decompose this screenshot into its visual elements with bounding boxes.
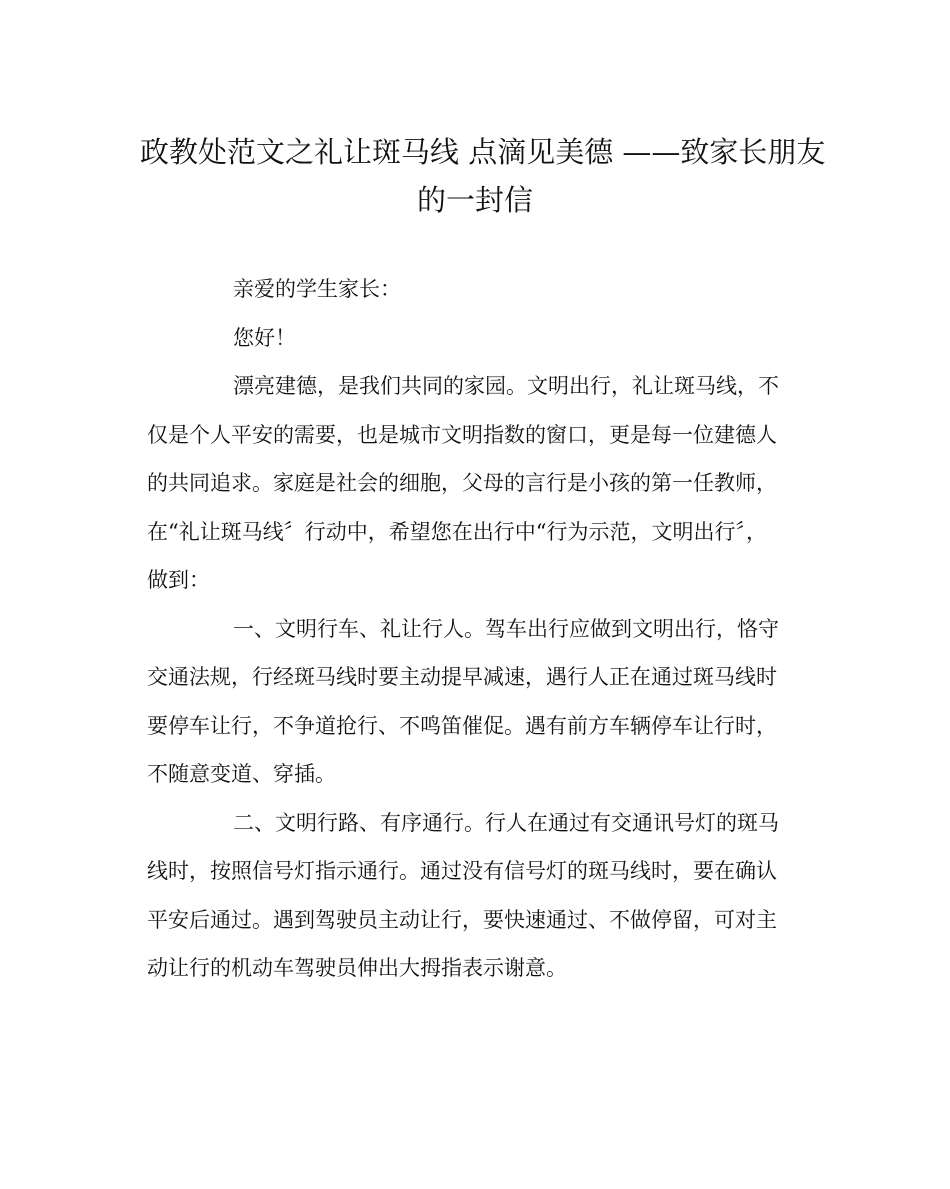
paragraph-line: 在“礼让斑马线〞行动中，希望您在出行中“行为示范，文明出行〞， <box>147 519 767 544</box>
paragraph-line: 仅是个人平安的需要，也是城市文明指数的窗口，更是每一位建德人 <box>147 422 777 447</box>
paragraph-intro <box>147 362 807 605</box>
paragraph-line: 一、文明行车、礼让行人。驾车出行应做到文明出行，恪守 <box>233 616 779 641</box>
paragraph-line: 的共同追求。家庭是社会的细胞，父母的言行是小孩的第一任教师， <box>147 471 777 495</box>
paragraph-driving <box>147 605 807 799</box>
paragraph-line: 不随意变道、穿插。 <box>147 762 336 786</box>
document-title <box>140 128 826 224</box>
salutation: 您好！ <box>233 325 296 350</box>
paragraph-line: 动让行的机动车驾驶员伸出大拇指表示谢意。 <box>147 956 567 980</box>
paragraph-line: 平安后通过。遇到驾驶员主动让行，要快速通过、不做停留，可对主 <box>147 907 777 932</box>
title-line-2: 的一封信 <box>416 183 533 217</box>
letter-body <box>147 265 807 993</box>
paragraph-line: 二、文明行路、有序通行。行人在通过有交通讯号灯的斑马 <box>233 810 779 835</box>
paragraph-walking <box>147 799 807 993</box>
greeting: 亲爱的学生家长： <box>233 277 401 301</box>
title-line-1: 政教处范文之礼让斑马线 点滴见美德 ——致家长朋友 <box>140 135 826 169</box>
paragraph-line: 漂亮建德，是我们共同的家园。文明出行，礼让斑马线，不 <box>233 374 779 398</box>
paragraph-line: 要停车让行，不争道抢行、不鸣笛催促。遇有前方车辆停车让行时， <box>147 713 777 738</box>
paragraph-line: 线时，按照信号灯指示通行。通过没有信号灯的斑马线时，要在确认 <box>147 859 777 883</box>
paragraph-line: 做到： <box>147 568 210 592</box>
paragraph-line: 交通法规，行经斑马线时要主动提早减速，遇行人正在通过斑马线时 <box>147 665 777 689</box>
